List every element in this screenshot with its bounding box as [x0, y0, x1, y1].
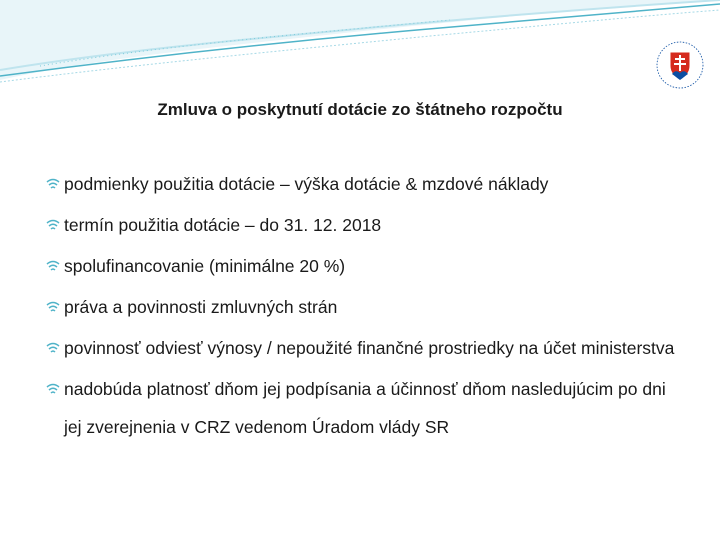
list-item	[44, 247, 684, 285]
header-wave-decoration	[0, 0, 720, 110]
slide-title: Zmluva o poskytnutí dotácie zo štátneho rozpočtu	[157, 100, 563, 119]
slovak-coat-of-arms-icon	[655, 40, 705, 90]
list-item	[44, 165, 684, 203]
bullet-text: spolufinancovanie (minimálne 20 %)	[64, 256, 346, 276]
wifi-arc-icon	[44, 247, 62, 285]
wifi-arc-icon	[44, 329, 62, 367]
wifi-arc-icon	[44, 165, 62, 203]
bullet-text: nadobúda platnosť dňom jej podpísania a účinnosť dňom nasledujúcim po dni jej zverejnenia v CRZ vedenom Úradom vlády SR	[64, 379, 666, 437]
list-item	[44, 288, 684, 326]
list-item	[44, 370, 684, 446]
list-item	[44, 206, 684, 244]
wifi-arc-icon	[44, 288, 62, 326]
bullet-text: podmienky použitia dotácie – výška dotácie & mzdové náklady	[64, 174, 549, 194]
bullet-text: povinnosť odviesť výnosy / nepoužité finančné prostriedky na účet ministerstva	[64, 338, 675, 358]
bullet-list	[44, 165, 684, 449]
bullet-text: termín použitia dotácie – do 31. 12. 2018	[64, 215, 382, 235]
wifi-arc-icon	[44, 370, 62, 408]
list-item	[44, 329, 684, 367]
wifi-arc-icon	[44, 206, 62, 244]
bullet-text: práva a povinnosti zmluvných strán	[64, 297, 338, 317]
